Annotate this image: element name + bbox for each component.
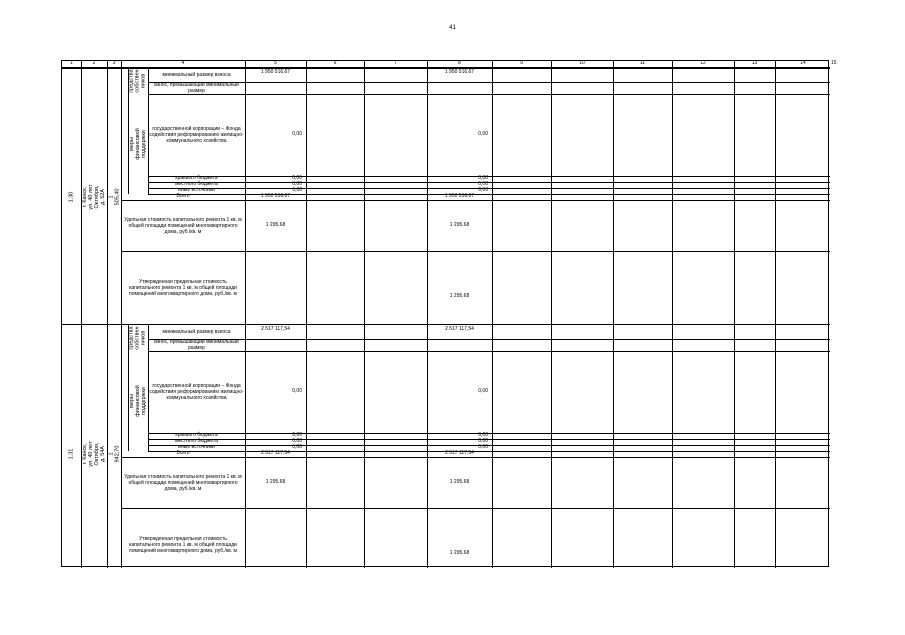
address — [81, 325, 107, 582]
own-funds-label-text: средства собствен ников — [129, 69, 148, 93]
regional-budget-label: краевого бюджета — [175, 432, 218, 438]
area-text: 1 942,70 — [108, 445, 121, 462]
local-col8: 0,00 — [478, 181, 488, 187]
col-header-3: 3 — [112, 60, 116, 66]
col-header-9: 9 — [520, 60, 523, 66]
limit-cost-label: Утвержденная предельная стоимость капитального ремонта 1 кв. м общей площади помещений многоквартирного дома, руб./кв. м — [129, 279, 237, 297]
total-label: Всего — [176, 450, 190, 456]
capital-repair-table — [61, 60, 837, 567]
min-contribution-col5: 1 950 516,67 — [260, 68, 291, 75]
grid-line — [551, 61, 552, 568]
row-number — [62, 325, 81, 582]
unit-cost-col5: 1 295,68 — [265, 221, 286, 228]
other-sources-label: иные источники — [178, 444, 215, 450]
grid-line — [427, 61, 428, 568]
limit-cost-label: Утвержденная предельная стоимость капитального ремонта 1 кв. м общей площади помещений многоквартирного дома, руб./кв. м — [129, 536, 237, 554]
excess-contribution-label: взнос, превышающий минимальный размер — [154, 82, 239, 94]
regional-col5: 0,00 — [292, 175, 302, 181]
col-header-15: 15 — [831, 60, 837, 66]
grid-line — [148, 94, 830, 95]
grid-line — [734, 61, 735, 568]
area — [107, 68, 121, 325]
regional-col8: 0,00 — [478, 175, 488, 181]
fund-col8: 0,00 — [478, 388, 488, 394]
own-funds-label — [128, 68, 148, 94]
limit-cost-col8: 1 295,68 — [449, 293, 470, 299]
min-contribution-col8: 2 517 117,54 — [445, 325, 474, 332]
address-text: г. Канск, ул. 40 лет Октября, д. 54А — [82, 440, 106, 467]
min-contribution-label: минимальный размер взноса — [162, 329, 231, 335]
col-header-8: 8 — [458, 60, 461, 66]
local-col5: 0,00 — [292, 438, 302, 444]
total-col5: 2 517 117,54 — [261, 450, 290, 456]
regional-col5: 0,00 — [292, 432, 302, 438]
grid-line — [672, 61, 673, 568]
col-header-6: 6 — [333, 60, 337, 66]
fund-col5: 0,00 — [292, 131, 302, 137]
other-sources-label: иные источники — [178, 187, 215, 193]
area-text: 1 505,40 — [108, 188, 121, 205]
grid-line — [148, 82, 830, 83]
fund-label: государственной корпорации – Фонда содействия реформированию жилищно-коммунального хозяйства — [149, 383, 244, 401]
support-label-text: меры финансовой поддержки — [129, 128, 147, 160]
unit-cost-col8: 1 295,68 — [449, 221, 470, 228]
limit-cost-col8: 1 295,68 — [449, 550, 470, 556]
col-header-4: 4 — [181, 60, 185, 66]
excess-contribution-label: взнос, превышающий минимальный размер — [154, 339, 239, 351]
col-header-2: 2 — [92, 60, 96, 66]
unit-cost-col8: 1 295,68 — [449, 478, 470, 485]
page-number: 41 — [449, 25, 456, 31]
fund-col5: 0,00 — [292, 388, 302, 394]
fund-label: государственной корпорации – Фонда содействия реформированию жилищно-коммунального хозяйства — [149, 126, 244, 144]
support-label — [128, 94, 148, 194]
local-budget-label: местного бюджета — [175, 181, 218, 187]
col-header-7: 7 — [394, 60, 397, 66]
total-label: Всего — [176, 193, 190, 199]
col-header-5: 5 — [274, 60, 277, 66]
grid-line — [492, 61, 493, 568]
other-col5: 0,00 — [292, 444, 302, 450]
row-number — [62, 68, 81, 325]
local-col8: 0,00 — [478, 438, 488, 444]
row-number-text: 1.30 — [68, 191, 75, 202]
support-label-text: меры финансовой поддержки — [129, 385, 147, 417]
regional-col8: 0,00 — [478, 432, 488, 438]
col-header-10: 10 — [579, 60, 585, 66]
col-header-12: 12 — [700, 60, 706, 66]
local-budget-label: местного бюджета — [175, 438, 218, 444]
row-number-text: 1.31 — [68, 448, 75, 459]
regional-budget-label: краевого бюджета — [175, 175, 218, 181]
grid-line — [245, 61, 246, 568]
unit-cost-label: Удельная стоимость капитального ремонта 1 кв. м общей площади помещений многоквартирного дома, руб./кв. м — [124, 473, 242, 492]
col-header-14: 14 — [800, 60, 806, 66]
grid-line — [148, 351, 830, 352]
support-label — [128, 351, 148, 451]
grid-line — [306, 61, 307, 568]
fund-col8: 0,00 — [478, 131, 488, 137]
other-col8: 0,00 — [478, 444, 488, 450]
total-col8: 1 950 516,67 — [444, 193, 475, 199]
other-col5: 0,00 — [292, 187, 302, 193]
min-contribution-label: минимальный размер взноса — [162, 72, 231, 78]
col-header-1: 1 — [70, 60, 73, 66]
other-col8: 0,00 — [478, 187, 488, 193]
min-contribution-col8: 1 950 516,67 — [444, 68, 475, 75]
col-header-11: 11 — [639, 60, 646, 66]
area — [107, 325, 121, 582]
grid-line — [775, 61, 776, 568]
address-text: г. Канск, ул. 40 лет Октября, д. 52А — [82, 183, 106, 210]
own-funds-label-text: средства собствен ников — [129, 326, 148, 350]
grid-line — [613, 61, 614, 568]
col-header-13: 13 — [751, 60, 758, 66]
address — [81, 68, 107, 325]
unit-cost-col5: 1 295,68 — [265, 478, 286, 485]
unit-cost-label: Удельная стоимость капитального ремонта 1 кв. м общей площади помещений многоквартирного дома, руб./кв. м — [124, 216, 242, 235]
local-col5: 0,00 — [292, 181, 302, 187]
min-contribution-col5: 2 517 117,54 — [261, 325, 290, 332]
total-col5: 1 950 516,67 — [260, 193, 291, 199]
grid-line — [364, 61, 365, 568]
own-funds-label — [128, 325, 148, 351]
grid-line — [148, 339, 830, 340]
total-col8: 2 517 117,54 — [445, 450, 474, 456]
grid-line — [121, 61, 122, 568]
